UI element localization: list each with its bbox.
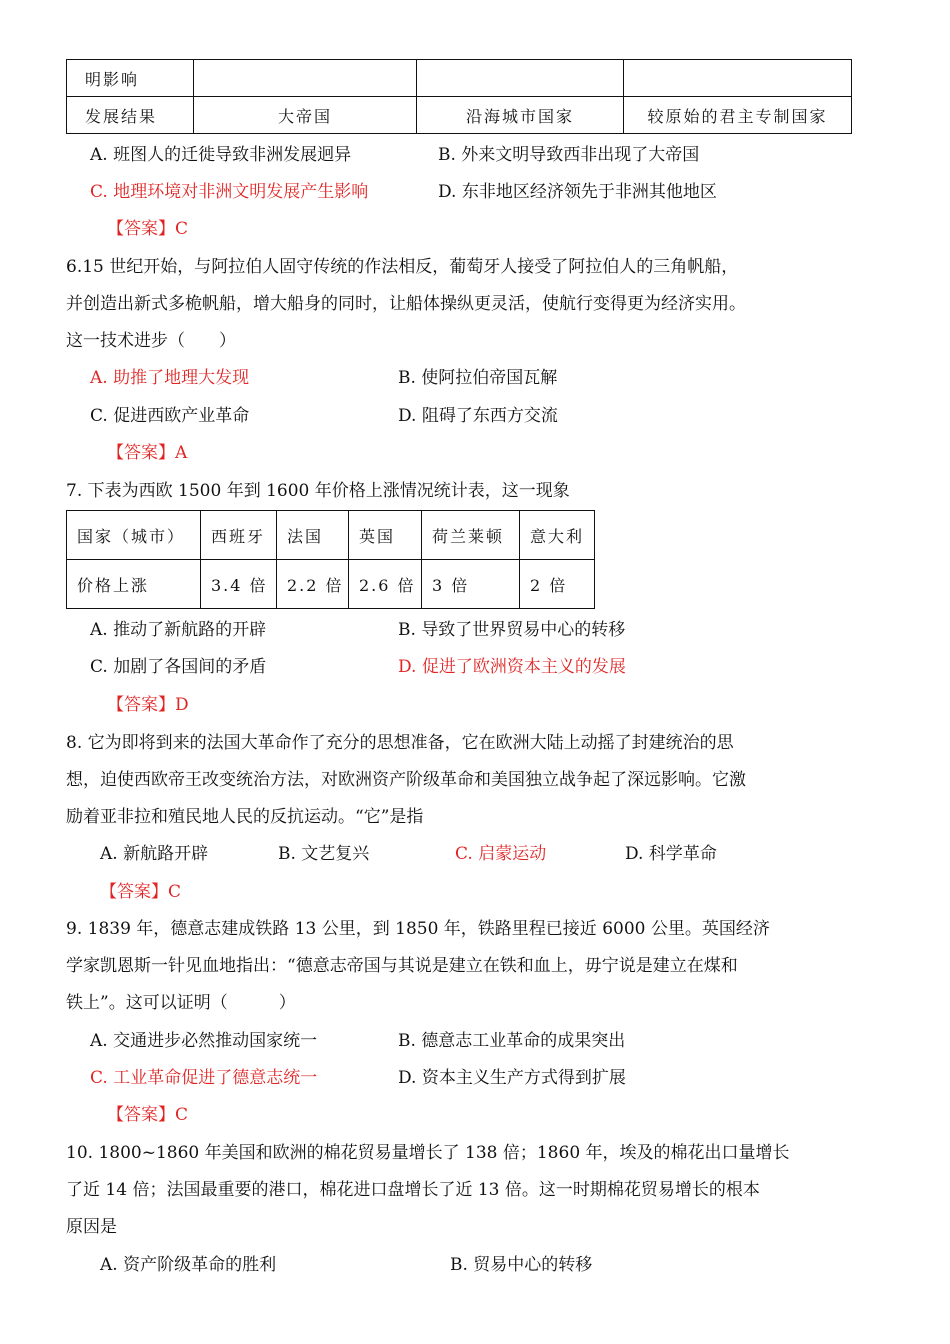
q8-stem-line1: 8. 它为即将到来的法国大革命作了充分的思想准备，它在欧洲大陆上动摇了封建统治的思 [66,733,734,753]
table-cell: 2 倍 [520,560,595,609]
q8-option-a: A. 新航路开辟 [100,844,209,864]
answer-value: A [175,443,188,463]
q6-stem-line2: 并创造出新式多桅帆船，增大船身的同时，让船体操纵更灵活，使航行变得更为经济实用。 [66,294,746,314]
q6-option-d: D. 阻碍了东西方交流 [398,406,558,426]
table-cell [417,60,624,97]
table-header-cell: 法国 [277,511,349,560]
q8-stem-line2: 想，迫使西欧帝王改变统治方法，对欧洲资产阶级革命和美国独立战争起了深远影响。它激 [66,770,746,790]
table-row [67,97,852,134]
q9-stem-line3: 铁上”。这可以证明（ ） [66,993,296,1013]
price-table [66,510,595,609]
q6-option-c: C. 促进西欧产业革命 [90,406,250,426]
answer-value: C [175,219,189,239]
table-cell: 2.2 倍 [277,560,349,609]
table-header-cell: 国家（城市） [67,511,201,560]
q7-option-d: D. 促进了欧洲资本主义的发展 [398,657,626,677]
q5-option-d: D. 东非地区经济领先于非洲其他地区 [438,182,717,202]
table-cell: 价格上涨 [67,560,201,609]
q8-option-d: D. 科学革命 [625,844,717,864]
q6-option-b: B. 使阿拉伯帝国瓦解 [398,368,558,388]
table-cell: 明影响 [67,60,194,97]
table-cell: 3 倍 [422,560,520,609]
table-cell: 沿海城市国家 [417,97,624,134]
q7-option-b: B. 导致了世界贸易中心的转移 [398,620,626,640]
answer-label: 【答案】 [107,1105,175,1125]
table-cell: 大帝国 [194,97,417,134]
q5-option-b: B. 外来文明导致西非出现了大帝国 [438,145,700,165]
comparison-table [66,59,852,134]
q10-option-a: A. 资产阶级革命的胜利 [100,1255,277,1275]
q9-stem-line1: 9. 1839 年，德意志建成铁路 13 公里，到 1850 年，铁路里程已接近 6000 公里。英国经济 [66,919,770,939]
table-header-cell: 荷兰莱顿 [422,511,520,560]
q6-answer [107,442,187,464]
q8-option-c: C. 启蒙运动 [455,844,547,864]
table-cell: 3.4 倍 [201,560,277,609]
answer-value: C [175,1105,189,1125]
q6-option-a: A. 助推了地理大发现 [90,368,250,388]
q7-answer [107,694,189,716]
answer-value: C [168,882,182,902]
q5-option-a: A. 班图人的迁徙导致非洲发展迥异 [90,145,352,165]
answer-label: 【答案】 [107,443,175,463]
q5-option-c: C. 地理环境对非洲文明发展产生影响 [90,182,369,202]
table-cell: 较原始的君主专制国家 [624,97,852,134]
q9-option-c: C. 工业革命促进了德意志统一 [90,1068,318,1088]
table-cell: 2.6 倍 [349,560,422,609]
q9-stem-line2: 学家凯恩斯一针见血地指出：“德意志帝国与其说是建立在铁和血上，毋宁说是建立在煤和 [66,956,738,976]
table-cell [194,60,417,97]
table-header-cell: 英国 [349,511,422,560]
table-row [67,560,595,609]
answer-label: 【答案】 [100,882,168,902]
q8-stem-line3: 励着亚非拉和殖民地人民的反抗运动。“它”是指 [66,807,424,827]
table-header-cell: 西班牙 [201,511,277,560]
q9-option-b: B. 德意志工业革命的成果突出 [398,1031,626,1051]
q8-answer [100,881,181,903]
q10-stem-line2: 了近 14 倍；法国最重要的港口，棉花进口盘增长了近 13 倍。这一时期棉花贸易增长的根本 [66,1180,760,1200]
q7-stem-line1: 7. 下表为西欧 1500 年到 1600 年价格上涨情况统计表，这一现象 [66,481,570,501]
answer-value: D [175,695,189,715]
table-cell [624,60,852,97]
q10-option-b: B. 贸易中心的转移 [450,1255,593,1275]
q7-option-c: C. 加剧了各国间的矛盾 [90,657,267,677]
q9-option-a: A. 交通进步必然推动国家统一 [90,1031,318,1051]
q10-stem-line1: 10. 1800~1860 年美国和欧洲的棉花贸易量增长了 138 倍；1860 年，埃及的棉花出口量增长 [66,1143,790,1163]
q6-stem-line1: 6.15 世纪开始，与阿拉伯人固守传统的作法相反，葡萄牙人接受了阿拉伯人的三角帆船， [66,257,739,277]
q5-answer [107,218,188,240]
q8-option-b: B. 文艺复兴 [278,844,370,864]
table-row [67,511,595,560]
table-cell: 发展结果 [67,97,194,134]
q10-stem-line3: 原因是 [66,1217,117,1237]
table-header-cell: 意大利 [520,511,595,560]
table-row [67,60,852,97]
q7-option-a: A. 推动了新航路的开辟 [90,620,267,640]
q9-answer [107,1104,188,1126]
answer-label: 【答案】 [107,219,175,239]
q6-stem-line3: 这一技术进步（ ） [66,331,236,351]
q9-option-d: D. 资本主义生产方式得到扩展 [398,1068,626,1088]
answer-label: 【答案】 [107,695,175,715]
